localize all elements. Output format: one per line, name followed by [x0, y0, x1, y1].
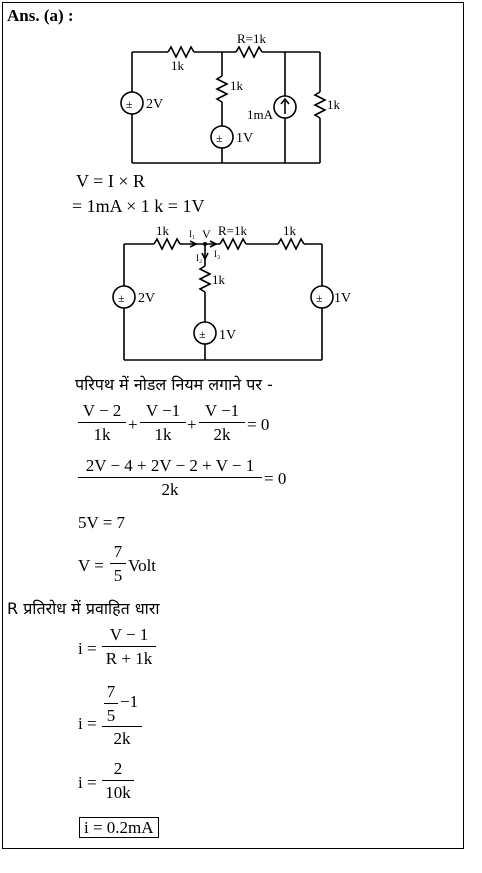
label-node-v: V	[202, 227, 211, 241]
step1-line1: V = I × R	[76, 171, 145, 191]
plus-sign: +	[128, 415, 138, 434]
pm-icon: ±	[316, 291, 323, 305]
final-answer	[79, 818, 159, 838]
eq1-frac3: V −1 2k	[199, 401, 245, 445]
label-i1: I₁	[189, 229, 196, 239]
ceq1-frac: V − 1 R + 1k	[102, 625, 156, 669]
label-r-middle: 1k	[230, 78, 243, 93]
ceq3-frac: 2 10k	[102, 759, 134, 803]
label-r-top: R=1k	[218, 223, 248, 238]
resistor-r	[236, 47, 262, 57]
label-r-left: 1k	[171, 58, 184, 73]
ceq2-inner-frac: 7 5	[104, 682, 118, 726]
label-i3: I₃	[214, 249, 221, 259]
ceq1-lhs: i =	[78, 639, 97, 658]
label-src-2v: 2V	[146, 97, 164, 112]
eq4-frac: 7 5	[110, 542, 126, 586]
nodal-heading: परिपथ में नोडल नियम लगाने पर -	[75, 375, 273, 394]
label-current-src: 1mA	[247, 107, 273, 122]
eq1-frac1: V − 2 1k	[78, 401, 126, 445]
eq1-frac2: V −1 1k	[140, 401, 186, 445]
pm-icon: ±	[199, 327, 206, 341]
resistor-left	[154, 239, 180, 249]
plus-sign: +	[187, 415, 197, 434]
ceq3-lhs: i =	[78, 773, 97, 792]
ceq2-minus-one: −1	[120, 692, 139, 711]
resistor-r	[220, 239, 246, 249]
eq4-lhs: V =	[78, 556, 104, 575]
resistor-left	[168, 47, 194, 57]
label-src-1v: 1V	[236, 131, 254, 146]
resistor-right	[278, 239, 304, 249]
eq4-unit: Volt	[128, 556, 157, 575]
resistor-right	[315, 92, 325, 118]
pm-icon: ±	[126, 97, 133, 111]
resistor-middle	[200, 266, 210, 292]
label-r-right: 1k	[283, 223, 296, 238]
eq2-rhs: = 0	[264, 469, 287, 488]
ceq2-lhs: i =	[78, 714, 97, 733]
label-src-1v-right: 1V	[334, 291, 352, 306]
answer-label: Ans. (a) :	[7, 6, 74, 25]
label-r-top: R=1k	[237, 31, 267, 46]
eq3: 5V = 7	[78, 513, 126, 532]
label-r-left: 1k	[156, 223, 169, 238]
node-dot	[203, 242, 207, 246]
current-heading: R प्रतिरोध में प्रवाहित धारा	[7, 599, 160, 618]
step1-line2: = 1mA × 1 k = 1V	[72, 196, 205, 216]
final-answer-box: i = 0.2mA	[79, 817, 159, 838]
circuit-diagram-2	[110, 222, 352, 367]
label-src-1v: 1V	[219, 328, 237, 343]
label-r-right: 1k	[327, 97, 340, 112]
resistor-middle	[217, 76, 227, 102]
label-i2: I₂	[196, 253, 203, 263]
ceq2-frac	[102, 682, 142, 749]
ceq2-den: 2k	[113, 729, 131, 748]
eq1-rhs: = 0	[247, 415, 270, 434]
label-src-2v: 2V	[138, 291, 156, 306]
pm-icon: ±	[216, 131, 223, 145]
label-r-middle: 1k	[212, 272, 225, 287]
eq2-frac: 2V − 4 + 2V − 2 + V − 1 2k	[78, 456, 262, 500]
circuit-diagram-1	[110, 30, 350, 170]
pm-icon: ±	[118, 291, 125, 305]
